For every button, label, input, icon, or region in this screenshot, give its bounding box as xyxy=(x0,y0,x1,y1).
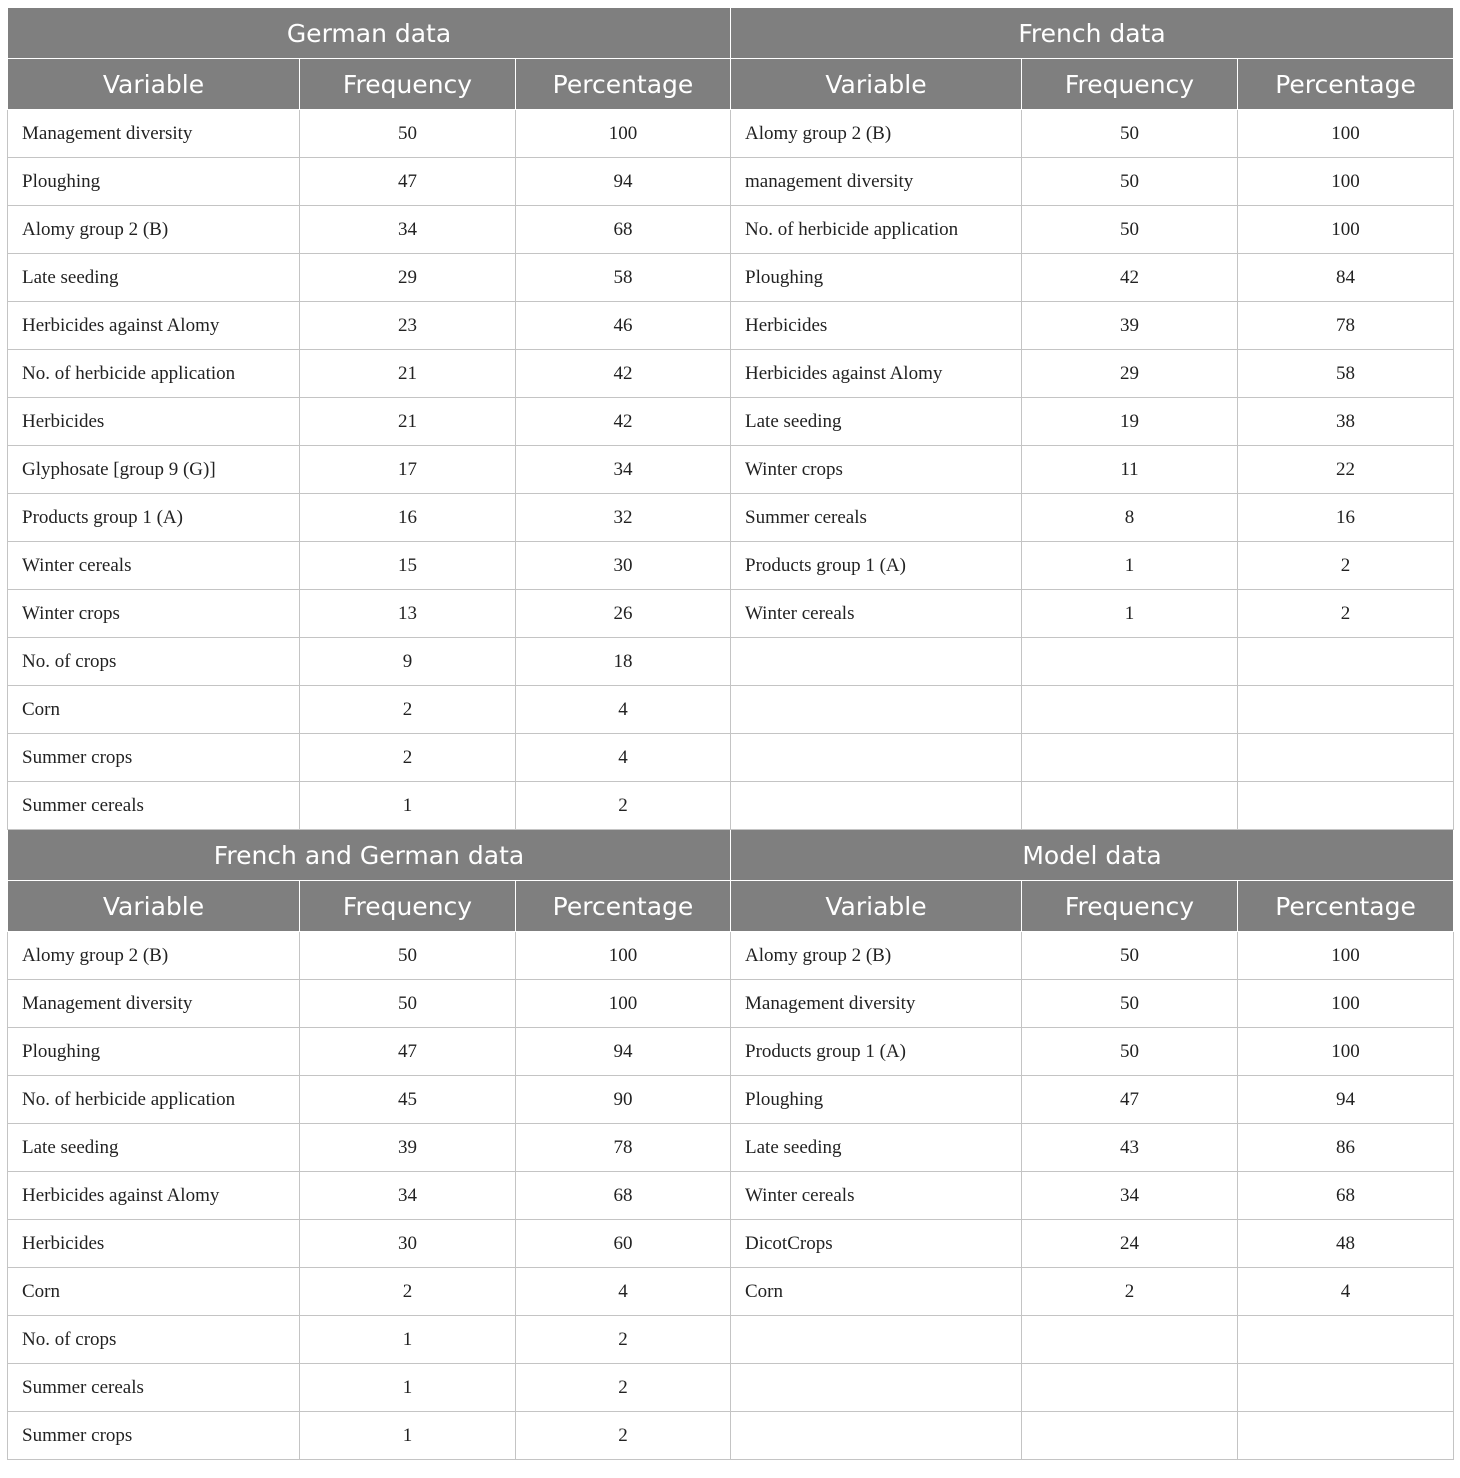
table-row xyxy=(8,686,1454,734)
column-header: Percentage xyxy=(516,881,731,932)
variable-cell: Herbicides against Alomy xyxy=(731,350,1022,398)
percentage-cell: 2 xyxy=(516,1412,731,1460)
frequency-cell: 39 xyxy=(1022,302,1238,350)
percentage-cell: 100 xyxy=(1238,980,1454,1028)
frequency-cell: 24 xyxy=(1022,1220,1238,1268)
frequency-cell: 45 xyxy=(300,1076,516,1124)
frequency-cell: 43 xyxy=(1022,1124,1238,1172)
empty-cell xyxy=(1238,734,1454,782)
table-row xyxy=(8,1076,1454,1124)
frequency-cell: 2 xyxy=(300,734,516,782)
table-row xyxy=(8,782,1454,830)
column-header: Percentage xyxy=(1238,881,1454,932)
percentage-cell: 60 xyxy=(516,1220,731,1268)
percentage-cell: 100 xyxy=(516,110,731,158)
frequency-cell: 23 xyxy=(300,302,516,350)
table-row xyxy=(8,254,1454,302)
empty-cell xyxy=(1022,782,1238,830)
variable-cell: Ploughing xyxy=(731,254,1022,302)
percentage-cell: 4 xyxy=(516,734,731,782)
variable-cell: Corn xyxy=(8,686,300,734)
percentage-cell: 68 xyxy=(516,206,731,254)
frequency-cell: 11 xyxy=(1022,446,1238,494)
frequency-table xyxy=(7,7,1454,1460)
percentage-cell: 2 xyxy=(516,1316,731,1364)
empty-cell xyxy=(731,1364,1022,1412)
empty-cell xyxy=(731,734,1022,782)
frequency-cell: 47 xyxy=(300,158,516,206)
table-row xyxy=(8,1172,1454,1220)
frequency-cell: 1 xyxy=(300,1364,516,1412)
variable-cell: Winter crops xyxy=(8,590,300,638)
variable-cell: Winter cereals xyxy=(8,542,300,590)
section-title-row-top xyxy=(8,8,1454,59)
frequency-cell: 29 xyxy=(300,254,516,302)
frequency-cell: 50 xyxy=(1022,932,1238,980)
frequency-cell: 42 xyxy=(1022,254,1238,302)
percentage-cell: 46 xyxy=(516,302,731,350)
empty-cell xyxy=(1238,1412,1454,1460)
variable-cell: Ploughing xyxy=(8,1028,300,1076)
percentage-cell: 100 xyxy=(1238,158,1454,206)
variable-cell: No. of crops xyxy=(8,638,300,686)
column-header: Frequency xyxy=(300,881,516,932)
variable-cell: Products group 1 (A) xyxy=(8,494,300,542)
table-row xyxy=(8,1124,1454,1172)
percentage-cell: 4 xyxy=(516,686,731,734)
table-row xyxy=(8,302,1454,350)
section-title: German data xyxy=(8,8,731,59)
table-row xyxy=(8,980,1454,1028)
variable-cell: Products group 1 (A) xyxy=(731,1028,1022,1076)
table-row xyxy=(8,638,1454,686)
empty-cell xyxy=(1022,638,1238,686)
table-row xyxy=(8,1220,1454,1268)
variable-cell: Products group 1 (A) xyxy=(731,542,1022,590)
percentage-cell: 78 xyxy=(516,1124,731,1172)
table-row xyxy=(8,1316,1454,1364)
variable-cell: Management diversity xyxy=(731,980,1022,1028)
variable-cell: No. of herbicide application xyxy=(731,206,1022,254)
variable-cell: No. of crops xyxy=(8,1316,300,1364)
variable-cell: Late seeding xyxy=(8,1124,300,1172)
frequency-cell: 50 xyxy=(1022,206,1238,254)
empty-cell xyxy=(731,1412,1022,1460)
variable-cell: Management diversity xyxy=(8,980,300,1028)
percentage-cell: 4 xyxy=(1238,1268,1454,1316)
column-header: Variable xyxy=(8,59,300,110)
frequency-cell: 30 xyxy=(300,1220,516,1268)
table-row xyxy=(8,446,1454,494)
frequency-cell: 21 xyxy=(300,350,516,398)
variable-cell: No. of herbicide application xyxy=(8,350,300,398)
frequency-cell: 2 xyxy=(1022,1268,1238,1316)
variable-cell: Alomy group 2 (B) xyxy=(731,110,1022,158)
percentage-cell: 94 xyxy=(1238,1076,1454,1124)
empty-cell xyxy=(1022,1316,1238,1364)
frequency-cell: 50 xyxy=(300,932,516,980)
variable-cell: Late seeding xyxy=(8,254,300,302)
table-row xyxy=(8,590,1454,638)
frequency-cell: 34 xyxy=(300,206,516,254)
percentage-cell: 2 xyxy=(516,1364,731,1412)
empty-cell xyxy=(1238,1316,1454,1364)
variable-cell: Winter crops xyxy=(731,446,1022,494)
frequency-cell: 16 xyxy=(300,494,516,542)
variable-cell: Herbicides xyxy=(8,398,300,446)
variable-cell: Summer crops xyxy=(8,734,300,782)
table-row xyxy=(8,1412,1454,1460)
percentage-cell: 100 xyxy=(516,932,731,980)
column-header: Variable xyxy=(8,881,300,932)
percentage-cell: 58 xyxy=(516,254,731,302)
percentage-cell: 68 xyxy=(516,1172,731,1220)
variable-cell: Late seeding xyxy=(731,398,1022,446)
percentage-cell: 22 xyxy=(1238,446,1454,494)
variable-cell: Corn xyxy=(8,1268,300,1316)
empty-cell xyxy=(1022,1412,1238,1460)
variable-cell: No. of herbicide application xyxy=(8,1076,300,1124)
percentage-cell: 90 xyxy=(516,1076,731,1124)
percentage-cell: 34 xyxy=(516,446,731,494)
empty-cell xyxy=(1238,782,1454,830)
column-header: Frequency xyxy=(1022,59,1238,110)
column-header-row xyxy=(8,881,1454,932)
percentage-cell: 2 xyxy=(1238,590,1454,638)
empty-cell xyxy=(731,1316,1022,1364)
percentage-cell: 100 xyxy=(516,980,731,1028)
column-header: Frequency xyxy=(1022,881,1238,932)
table-row xyxy=(8,542,1454,590)
percentage-cell: 42 xyxy=(516,398,731,446)
percentage-cell: 38 xyxy=(1238,398,1454,446)
frequency-cell: 1 xyxy=(1022,590,1238,638)
table-row xyxy=(8,158,1454,206)
percentage-cell: 58 xyxy=(1238,350,1454,398)
column-header: Percentage xyxy=(516,59,731,110)
empty-cell xyxy=(731,686,1022,734)
percentage-cell: 4 xyxy=(516,1268,731,1316)
percentage-cell: 32 xyxy=(516,494,731,542)
column-header-row xyxy=(8,59,1454,110)
variable-cell: Herbicides xyxy=(731,302,1022,350)
frequency-cell: 19 xyxy=(1022,398,1238,446)
empty-cell xyxy=(1238,686,1454,734)
frequency-cell: 1 xyxy=(1022,542,1238,590)
percentage-cell: 94 xyxy=(516,158,731,206)
frequency-cell: 15 xyxy=(300,542,516,590)
variable-cell: Herbicides against Alomy xyxy=(8,302,300,350)
table-row xyxy=(8,350,1454,398)
table-row xyxy=(8,398,1454,446)
frequency-cell: 2 xyxy=(300,1268,516,1316)
percentage-cell: 30 xyxy=(516,542,731,590)
empty-cell xyxy=(1022,734,1238,782)
percentage-cell: 68 xyxy=(1238,1172,1454,1220)
empty-cell xyxy=(1022,686,1238,734)
percentage-cell: 86 xyxy=(1238,1124,1454,1172)
variable-cell: Ploughing xyxy=(731,1076,1022,1124)
table-row xyxy=(8,734,1454,782)
table-row xyxy=(8,932,1454,980)
percentage-cell: 100 xyxy=(1238,932,1454,980)
table-row xyxy=(8,206,1454,254)
variable-cell: Alomy group 2 (B) xyxy=(8,206,300,254)
section-title: French and German data xyxy=(8,830,731,881)
empty-cell xyxy=(1022,1364,1238,1412)
frequency-cell: 21 xyxy=(300,398,516,446)
percentage-cell: 78 xyxy=(1238,302,1454,350)
frequency-cell: 1 xyxy=(300,1316,516,1364)
frequency-cell: 17 xyxy=(300,446,516,494)
frequency-cell: 9 xyxy=(300,638,516,686)
column-header: Percentage xyxy=(1238,59,1454,110)
variable-cell: DicotCrops xyxy=(731,1220,1022,1268)
variable-cell: Summer cereals xyxy=(731,494,1022,542)
frequency-cell: 34 xyxy=(1022,1172,1238,1220)
column-header: Frequency xyxy=(300,59,516,110)
table-row xyxy=(8,1268,1454,1316)
variable-cell: Corn xyxy=(731,1268,1022,1316)
percentage-cell: 100 xyxy=(1238,206,1454,254)
frequency-cell: 47 xyxy=(300,1028,516,1076)
percentage-cell: 94 xyxy=(516,1028,731,1076)
variable-cell: Winter cereals xyxy=(731,1172,1022,1220)
empty-cell xyxy=(1238,638,1454,686)
variable-cell: Ploughing xyxy=(8,158,300,206)
frequency-cell: 47 xyxy=(1022,1076,1238,1124)
percentage-cell: 48 xyxy=(1238,1220,1454,1268)
variable-cell: Summer cereals xyxy=(8,1364,300,1412)
empty-cell xyxy=(731,782,1022,830)
section-title: Model data xyxy=(731,830,1454,881)
frequency-cell: 50 xyxy=(1022,110,1238,158)
variable-cell: Alomy group 2 (B) xyxy=(8,932,300,980)
variable-cell: Management diversity xyxy=(8,110,300,158)
frequency-cell: 50 xyxy=(300,980,516,1028)
variable-cell: Winter cereals xyxy=(731,590,1022,638)
section-title-row-bottom xyxy=(8,830,1454,881)
frequency-cell: 8 xyxy=(1022,494,1238,542)
variable-cell: Herbicides xyxy=(8,1220,300,1268)
section-title: French data xyxy=(731,8,1454,59)
table-row xyxy=(8,1028,1454,1076)
percentage-cell: 2 xyxy=(516,782,731,830)
percentage-cell: 2 xyxy=(1238,542,1454,590)
table-row xyxy=(8,110,1454,158)
frequency-cell: 1 xyxy=(300,1412,516,1460)
frequency-cell: 39 xyxy=(300,1124,516,1172)
frequency-cell: 13 xyxy=(300,590,516,638)
variable-cell: Summer crops xyxy=(8,1412,300,1460)
frequency-cell: 50 xyxy=(1022,158,1238,206)
frequency-cell: 1 xyxy=(300,782,516,830)
variable-cell: Alomy group 2 (B) xyxy=(731,932,1022,980)
table-body xyxy=(8,8,1454,1460)
percentage-cell: 100 xyxy=(1238,1028,1454,1076)
percentage-cell: 18 xyxy=(516,638,731,686)
empty-cell xyxy=(731,638,1022,686)
variable-cell: Herbicides against Alomy xyxy=(8,1172,300,1220)
column-header: Variable xyxy=(731,59,1022,110)
percentage-cell: 26 xyxy=(516,590,731,638)
variable-cell: Glyphosate [group 9 (G)] xyxy=(8,446,300,494)
variable-cell: Late seeding xyxy=(731,1124,1022,1172)
percentage-cell: 16 xyxy=(1238,494,1454,542)
frequency-cell: 50 xyxy=(300,110,516,158)
frequency-cell: 50 xyxy=(1022,1028,1238,1076)
percentage-cell: 42 xyxy=(516,350,731,398)
frequency-cell: 50 xyxy=(1022,980,1238,1028)
table-row xyxy=(8,494,1454,542)
variable-cell: Summer cereals xyxy=(8,782,300,830)
empty-cell xyxy=(1238,1364,1454,1412)
frequency-cell: 29 xyxy=(1022,350,1238,398)
table-row xyxy=(8,1364,1454,1412)
frequency-cell: 34 xyxy=(300,1172,516,1220)
variable-cell: management diversity xyxy=(731,158,1022,206)
percentage-cell: 84 xyxy=(1238,254,1454,302)
frequency-cell: 2 xyxy=(300,686,516,734)
percentage-cell: 100 xyxy=(1238,110,1454,158)
column-header: Variable xyxy=(731,881,1022,932)
